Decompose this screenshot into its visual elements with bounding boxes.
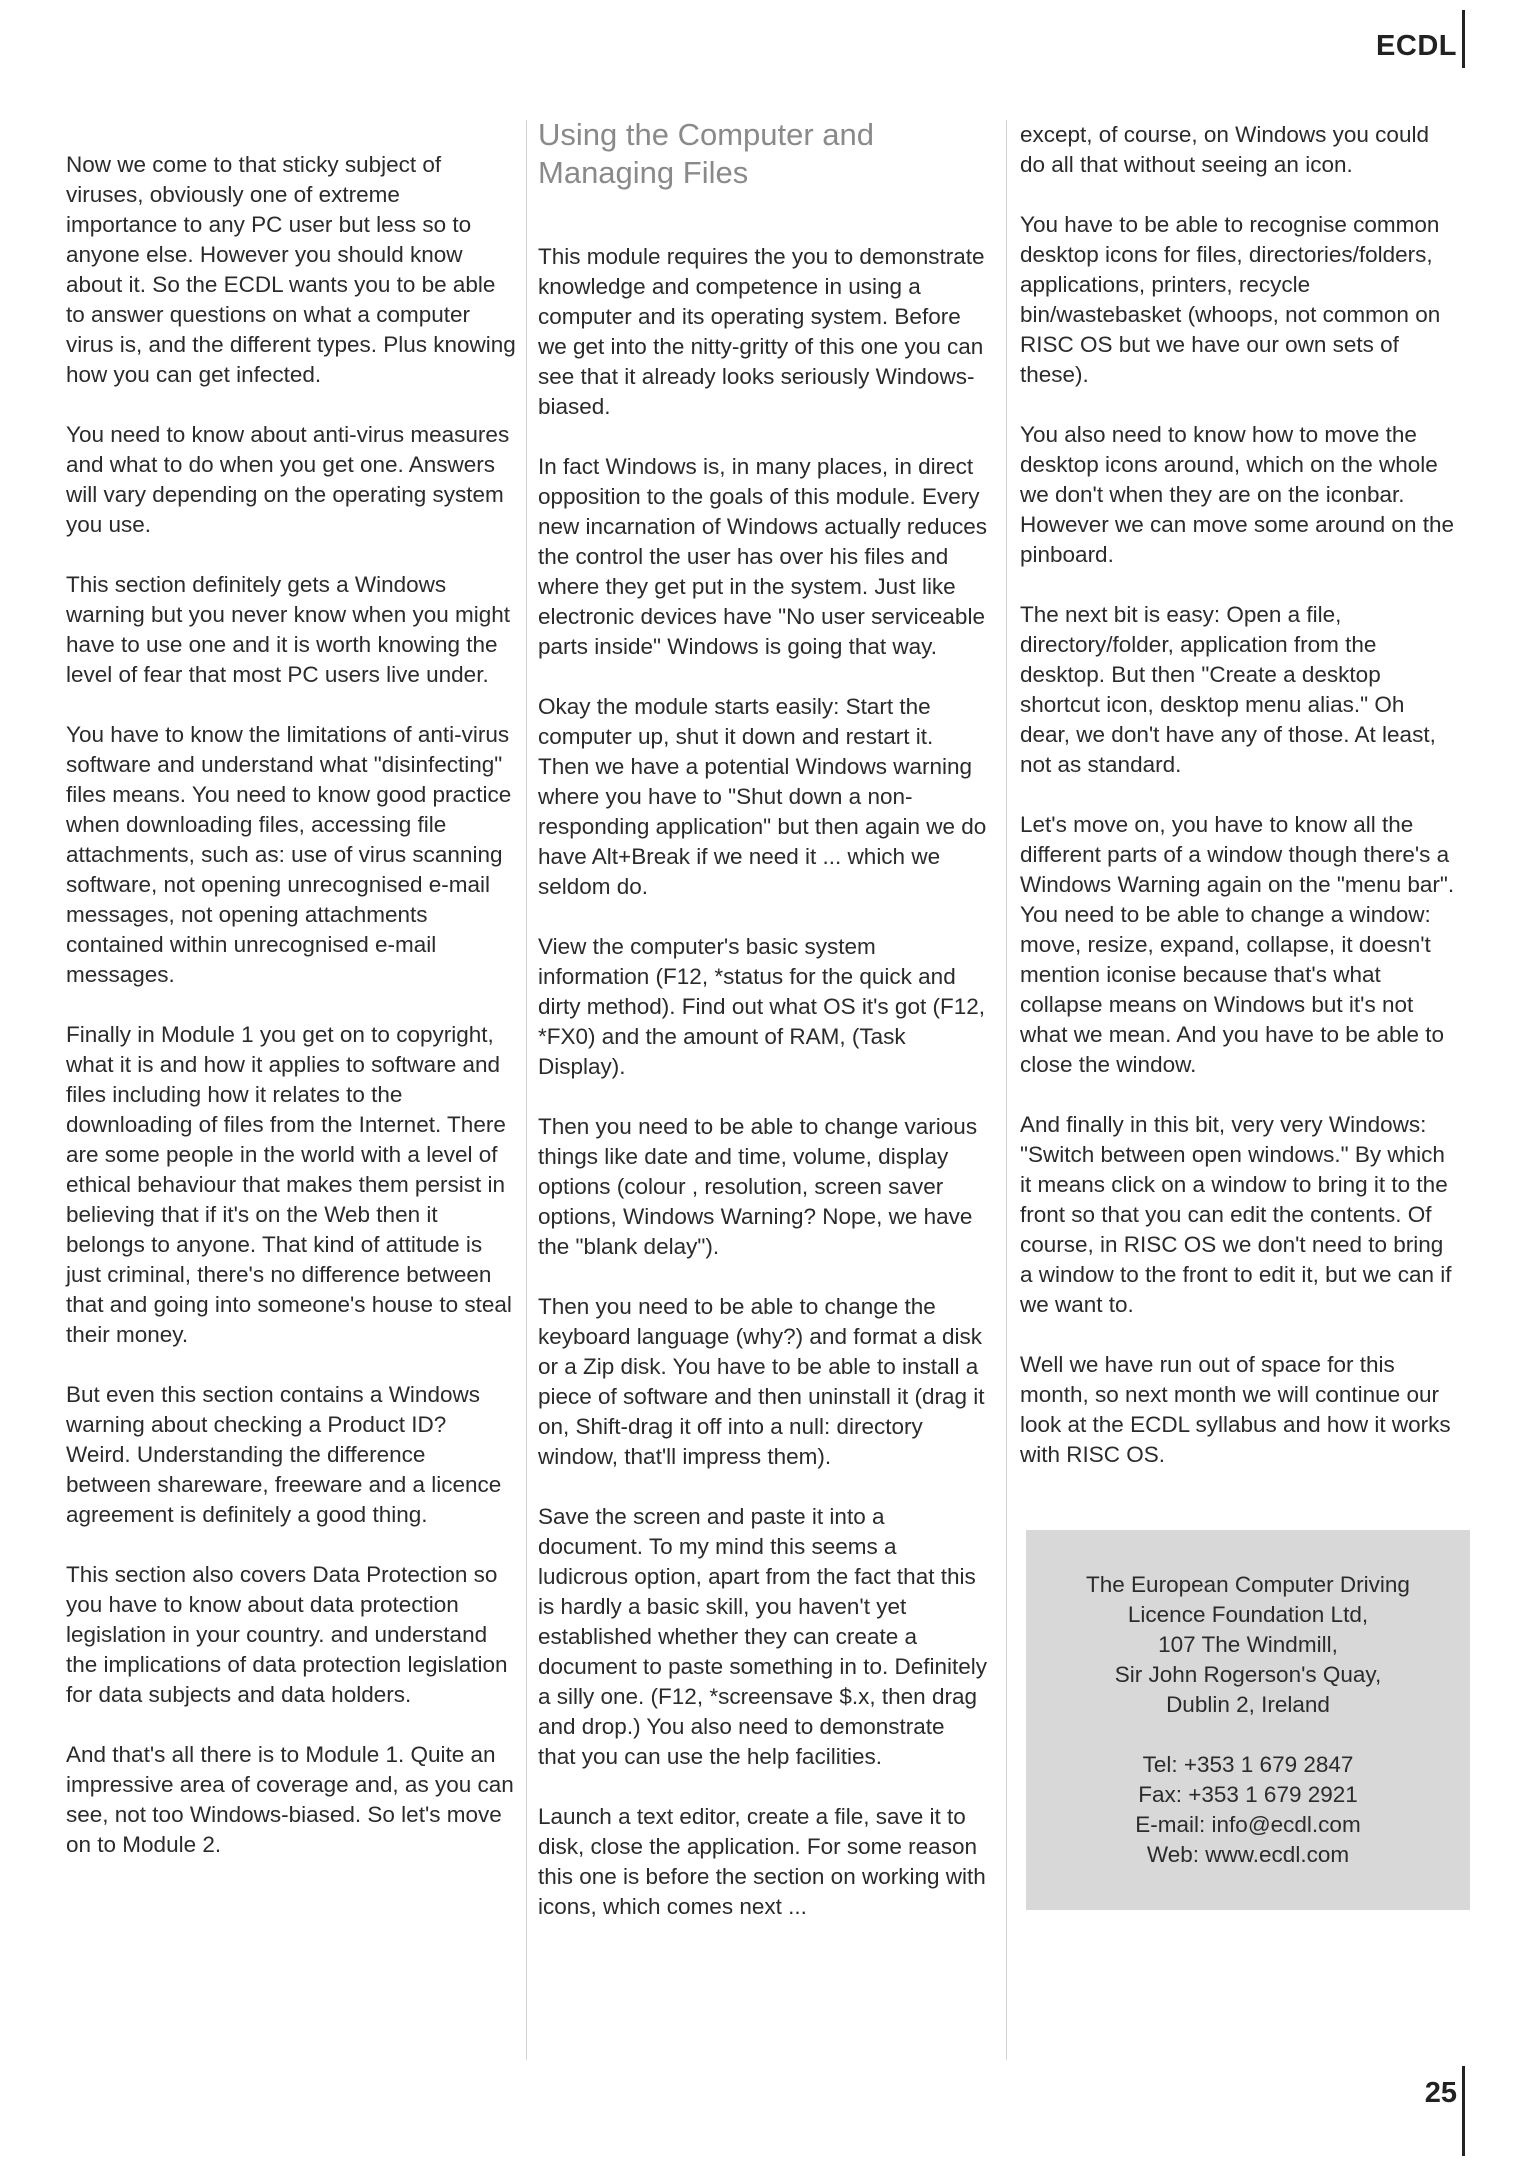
- paragraph: This module requires the you to demonstrate knowledge and competence in using a computer and its operating system. Before we get into the nitty-gritty of this one you can see that it already looks seriously Windows-biased.: [538, 244, 985, 419]
- paragraph: The next bit is easy: Open a file, directory/folder, application from the desktop. But then "Create a desktop shortcut icon, desktop menu alias." Oh dear, we don't have any of those. At least, not as standard.: [1020, 602, 1436, 777]
- address-line: Dublin 2, Ireland: [1166, 1692, 1330, 1717]
- contact-fax: Fax: +353 1 679 2921: [1138, 1782, 1358, 1807]
- contact-web: Web: www.ecdl.com: [1146, 1842, 1350, 1867]
- paragraph: You also need to know how to move the desktop icons around, which on the whole we don't when they are on the iconbar. However we can move some around on the pinboard.: [1020, 422, 1454, 567]
- paragraph: View the computer's basic system information (F12, *status for the quick and dirty method). Find out what OS it's got (F12, *FX0) and the amount of RAM, (Task Display).: [538, 934, 985, 1079]
- paragraph: In fact Windows is, in many places, in direct opposition to the goals of this module. Every new incarnation of Windows actually reduces the control the user has over his files and where they get put in the system. Just like electronic devices have "No user serviceable parts inside" Windows is going that way.: [538, 454, 987, 659]
- paragraph: Launch a text editor, create a file, save it to disk, close the application. For some reason this one is before the section on working with icons, which comes next ...: [538, 1804, 986, 1919]
- running-head: ECDL: [1376, 30, 1457, 62]
- article-column-3: [1020, 120, 1460, 1500]
- address-line: 107 The Windmill,: [1158, 1632, 1338, 1657]
- section-heading: Using the Computer and Managing Files: [538, 117, 875, 190]
- contact-telephone: Tel: +353 1 679 2847: [1142, 1752, 1354, 1777]
- paragraph: except, of course, on Windows you could do all that without seeing an icon.: [1020, 122, 1429, 177]
- address-line: Sir John Rogerson's Quay,: [1114, 1662, 1382, 1687]
- paragraph: This section also covers Data Protection so you have to know about data protection legislation in your country. and understand the implications of data protection legislation for data subjects and data holders.: [66, 1562, 508, 1707]
- paragraph: Okay the module starts easily: Start the computer up, shut it down and restart it. Then we have a potential Windows warning where you have to "Shut down a non-responding application" but then again we do have Alt+Break if we need it ... which we seldom do.: [538, 694, 987, 899]
- column-divider: [1006, 120, 1007, 2060]
- paragraph: Well we have run out of space for this month, so next month we will continue our look at the ECDL syllabus and how it works with RISC OS.: [1020, 1352, 1451, 1467]
- contact-info-box: [1026, 1530, 1470, 1910]
- paragraph: Save the screen and paste it into a document. To my mind this seems a ludicrous option, apart from the fact that this is hardly a basic skill, you haven't yet established whether they can create a document to paste something in to. Definitely a silly one. (F12, *screensave $.x, then drag and drop.) You also need to demonstrate that you can use the help facilities.: [538, 1504, 988, 1769]
- contact-email: E-mail: info@ecdl.com: [1135, 1812, 1361, 1837]
- paragraph: Finally in Module 1 you get on to copyright, what it is and how it applies to software and files including how it relates to the downloading of files from the Internet. There are some people in the world with a level of ethical behaviour that makes them persist in believing that if it's on the Web then it belongs to anyone. That kind of attitude is just criminal, there's no difference between that and going into someone's house to steal their money.: [66, 1022, 512, 1347]
- paragraph: You have to know the limitations of anti-virus software and understand what "disinfecting" files means. You need to know good practice when downloading files, accessing file attachments, such as: use of virus scanning software, not opening unrecognised e-mail messages, not opening attachments contained within unrecognised e-mail messages.: [66, 722, 512, 987]
- column-divider: [526, 120, 527, 2060]
- footer-rule: [1462, 2066, 1465, 2156]
- paragraph: Then you need to be able to change the keyboard language (why?) and format a disk or a Zip disk. You have to be able to install a piece of software and then uninstall it (drag it on, Shift-drag it off into a null: directory window, that'll impress them).: [538, 1294, 985, 1469]
- paragraph: And that's all there is to Module 1. Quite an impressive area of coverage and, as you can see, not too Windows-biased. So let's move on to Module 2.: [66, 1742, 514, 1857]
- paragraph: You have to be able to recognise common desktop icons for files, directories/folders, applications, printers, recycle bin/wastebasket (whoops, not common on RISC OS but we have our own sets of these).: [1020, 212, 1441, 387]
- paragraph: But even this section contains a Windows warning about checking a Product ID? Weird. Understanding the difference between shareware, freeware and a licence agreement is definitely a good thing.: [66, 1382, 502, 1527]
- contact-details: [1026, 1750, 1470, 1870]
- contact-address: [1026, 1570, 1470, 1720]
- article-column-2: [538, 116, 988, 1952]
- page-number: 25: [1424, 2077, 1457, 2109]
- paragraph: Let's move on, you have to know all the different parts of a window though there's a Windows Warning again on the "menu bar". You need to be able to change a window: move, resize, expand, collapse, it doesn't mention iconise because that's what collapse means on Windows but it's not what we mean. And you have to be able to close the window.: [1020, 812, 1455, 1077]
- header-rule: [1462, 10, 1465, 68]
- paragraph: And finally in this bit, very very Windows: "Switch between open windows." By which it means click on a window to bring it to the front so that you can edit the contents. Of course, in RISC OS we don't need to bring a window to the front to edit it, but we can if we want to.: [1020, 1112, 1452, 1317]
- paragraph: You need to know about anti-virus measures and what to do when you get one. Answers will vary depending on the operating system you use.: [66, 422, 510, 537]
- address-line: Licence Foundation Ltd,: [1127, 1602, 1369, 1627]
- article-column-1: [66, 150, 516, 1890]
- paragraph: Now we come to that sticky subject of viruses, obviously one of extreme importance to any PC user but less so to anyone else. However you should know about it. So the ECDL wants you to be able to answer questions on what a computer virus is, and the different types. Plus knowing how you can get infected.: [66, 152, 516, 387]
- paragraph: This section definitely gets a Windows warning but you never know when you might have to use one and it is worth knowing the level of fear that most PC users live under.: [66, 572, 511, 687]
- address-line: The European Computer Driving: [1086, 1572, 1410, 1597]
- paragraph: Then you need to be able to change various things like date and time, volume, display options (colour , resolution, screen saver options, Windows Warning? Nope, we have the "blank delay").: [538, 1114, 978, 1259]
